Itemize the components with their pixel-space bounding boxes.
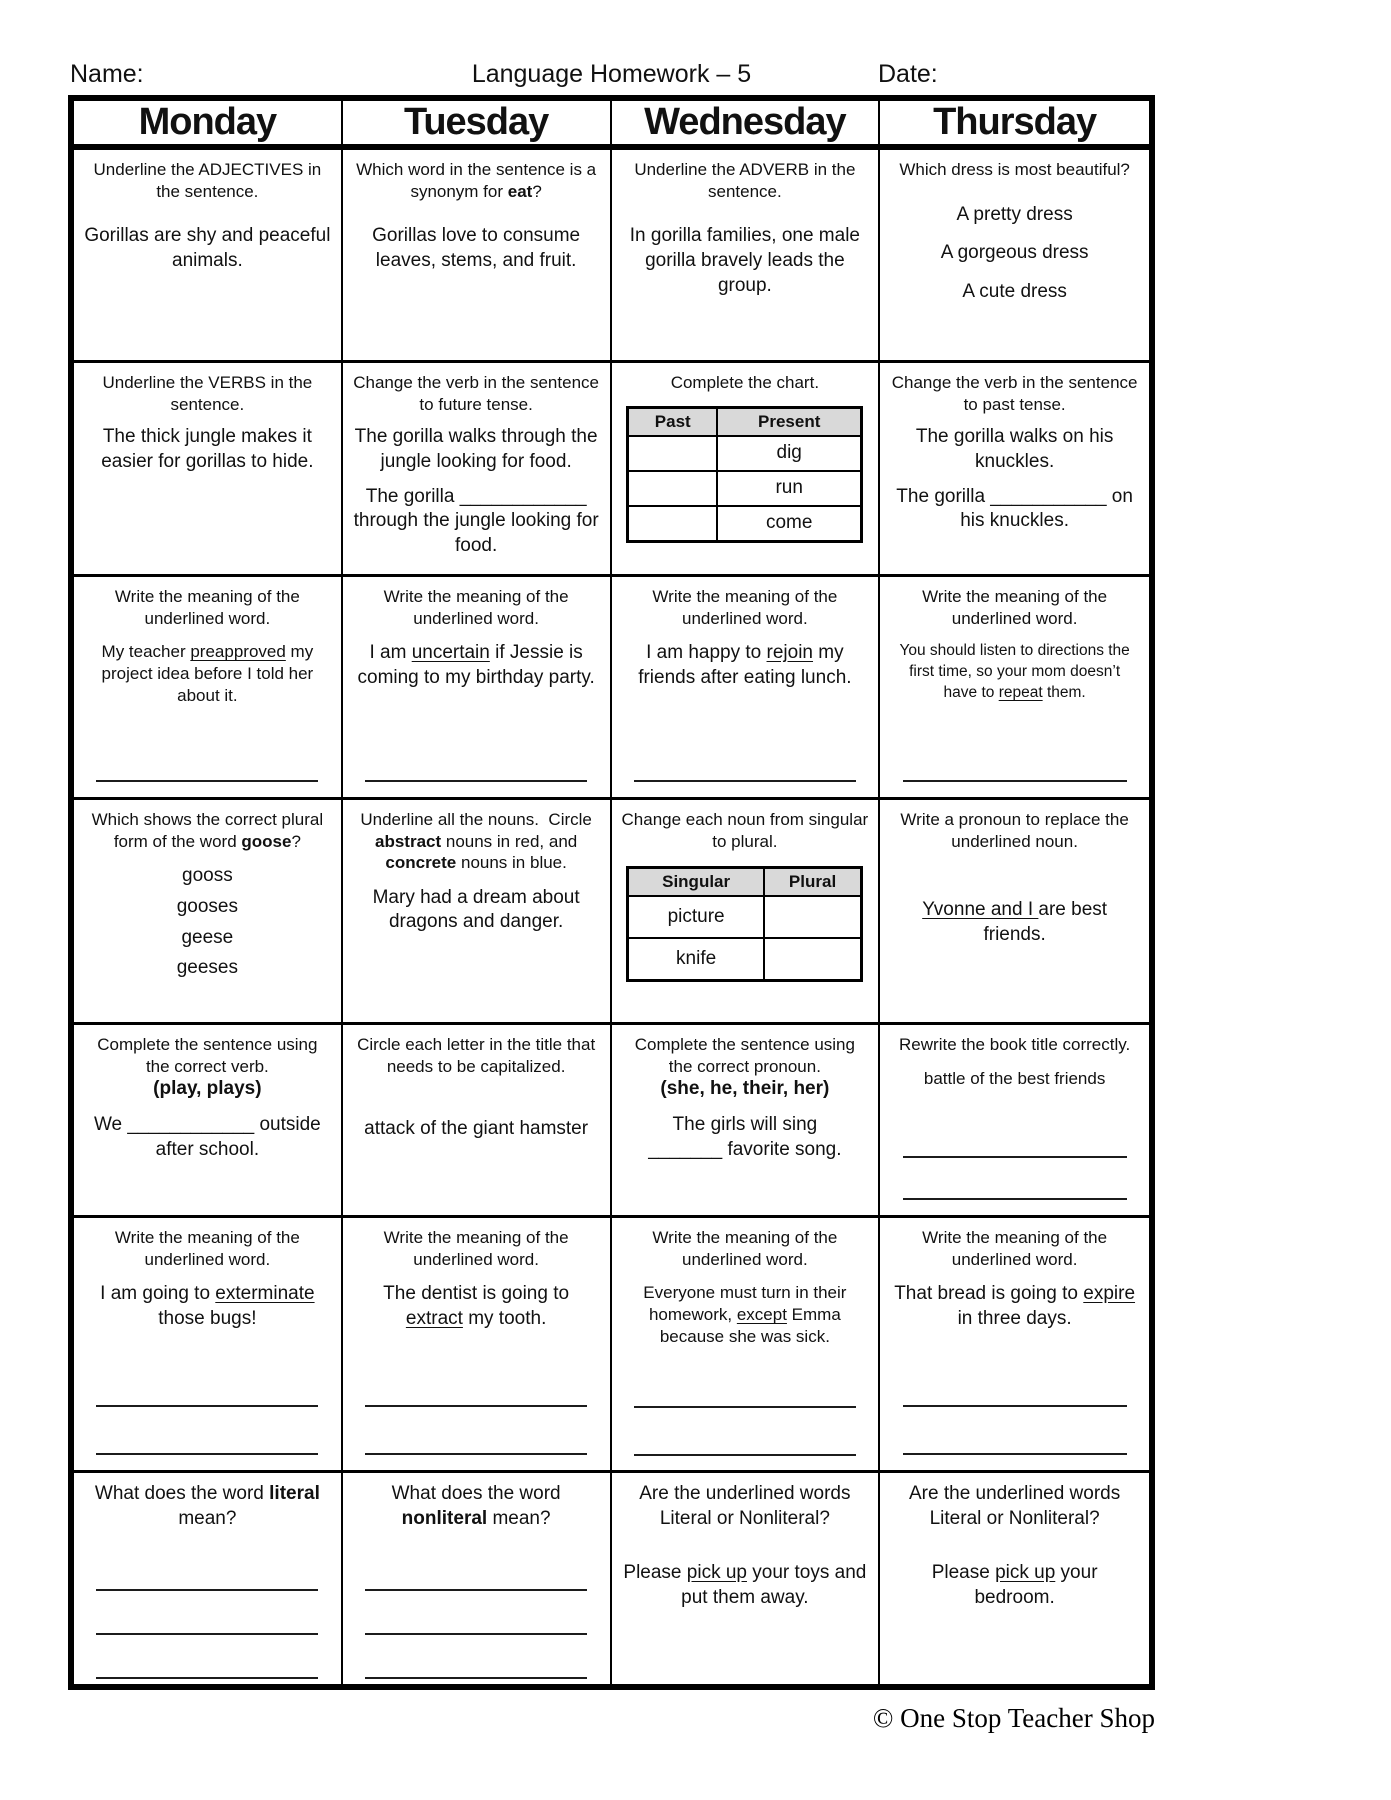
- text-run: Change each noun from singular to plural.: [621, 810, 869, 851]
- day-header-tuesday: Tuesday: [343, 101, 612, 150]
- text-run: Write the meaning of the underlined word.: [652, 587, 838, 628]
- text-run: except: [736, 1305, 787, 1325]
- text-run: Gorillas love to consume leaves, stems, and fruit.: [372, 225, 581, 271]
- text-run: battle of the best friends: [923, 1068, 1106, 1088]
- cell-content: [343, 363, 610, 574]
- answer-option: A gorgeous dress: [940, 242, 1089, 264]
- task-text: [890, 485, 1139, 534]
- cell-thursday-row1: [880, 150, 1149, 363]
- text-run: exterminate: [215, 1283, 315, 1305]
- answer-line: [903, 752, 1127, 782]
- text-run: Write the meaning of the underlined word.: [383, 1228, 569, 1269]
- cell-content: [612, 800, 879, 1022]
- cell-monday-row4: [74, 800, 343, 1025]
- mini-table-cell: knife: [628, 938, 764, 981]
- text-run: are best friends.: [983, 899, 1108, 945]
- answer-line: [634, 1360, 856, 1408]
- cell-monday-row7: [74, 1473, 343, 1684]
- cell-content: [880, 577, 1149, 797]
- answer-lines: [84, 752, 331, 782]
- task-text: [890, 1482, 1139, 1531]
- text-run: your bedroom.: [974, 1562, 1098, 1609]
- cell-content: [880, 150, 1149, 360]
- text-run: ?: [532, 181, 542, 201]
- cell-monday-row5: [74, 1025, 343, 1218]
- task-prompt: [84, 159, 331, 202]
- text-run: nonliteral: [401, 1507, 488, 1529]
- task-text: [622, 1113, 869, 1162]
- answer-option: A pretty dress: [956, 203, 1073, 225]
- text-run: concrete: [385, 853, 457, 873]
- task-prompt: [890, 1034, 1139, 1056]
- cell-wednesday-row7: [612, 1473, 881, 1684]
- text-run: ?: [291, 831, 301, 851]
- cell-wednesday-row2: [612, 363, 881, 577]
- mini-table-cell: [628, 506, 717, 542]
- cell-content: [343, 1025, 610, 1215]
- answer-options: [84, 864, 331, 980]
- task-prompt: [353, 1034, 600, 1077]
- text-run: mean?: [178, 1507, 237, 1529]
- cell-content: [343, 800, 610, 1022]
- cell-content: [74, 1473, 341, 1684]
- text-run: The thick jungle makes it easier for gorillas to hide.: [101, 426, 314, 472]
- text-run: Which dress is most beautiful?: [899, 160, 1130, 179]
- task-text: [353, 886, 600, 935]
- answer-lines: [84, 1547, 331, 1679]
- cell-thursday-row2: [880, 363, 1149, 577]
- answer-option: A cute dress: [962, 281, 1067, 303]
- text-run: nouns in red, and: [441, 831, 578, 851]
- cell-tuesday-row6: [343, 1218, 612, 1473]
- cell-content: [880, 1025, 1149, 1215]
- task-text: [353, 425, 600, 474]
- text-run: mean?: [487, 1507, 551, 1529]
- day-header-wednesday: Wednesday: [612, 101, 881, 150]
- text-run: uncertain: [411, 642, 490, 664]
- homework-table: [68, 95, 1155, 1690]
- cell-wednesday-row4: [612, 800, 881, 1025]
- answer-line: [96, 752, 318, 782]
- text-run: _______ favorite song.: [648, 1138, 842, 1160]
- day-header-thursday: Thursday: [880, 101, 1149, 150]
- task-prompt: [353, 372, 600, 415]
- text-run: my tooth.: [462, 1307, 547, 1329]
- cell-content: [74, 577, 341, 797]
- cell-content: [74, 1218, 341, 1470]
- answer-line: [365, 1407, 587, 1455]
- answer-lines: [353, 1359, 600, 1455]
- text-run: Write the meaning of the underlined word.: [922, 587, 1108, 628]
- cell-wednesday-row1: [612, 150, 881, 363]
- text-run: Write the meaning of the underlined word.: [114, 1228, 300, 1269]
- text-run: Please: [623, 1562, 687, 1584]
- mini-table: [622, 406, 869, 543]
- cell-content: [612, 150, 879, 360]
- answer-lines: [890, 1359, 1139, 1455]
- cell-monday-row2: [74, 363, 343, 577]
- cell-thursday-row4: [880, 800, 1149, 1025]
- cell-thursday-row3: [880, 577, 1149, 800]
- task-prompt: [622, 1034, 869, 1101]
- task-text: [353, 1282, 600, 1331]
- answer-line: [903, 1116, 1127, 1158]
- task-text: [84, 224, 331, 273]
- answer-option: gooses: [176, 895, 239, 917]
- task-prompt: [353, 586, 600, 629]
- cell-tuesday-row5: [343, 1025, 612, 1218]
- cell-wednesday-row5: [612, 1025, 881, 1218]
- answer-line: [903, 1359, 1127, 1407]
- answer-lines: [622, 752, 869, 782]
- task-prompt: [84, 586, 331, 629]
- task-prompt: [622, 586, 869, 629]
- text-run: In gorilla families, one male gorilla bravely leads the group.: [629, 225, 860, 296]
- mini-table-header: Past: [628, 407, 717, 436]
- task-prompt: [353, 1227, 600, 1270]
- text-run: in three days.: [957, 1307, 1072, 1329]
- mini-table-header: Present: [717, 407, 862, 436]
- answer-lines: [84, 1359, 331, 1455]
- text-run: pick up: [686, 1562, 747, 1584]
- text-run: attack of the giant hamster: [364, 1118, 589, 1140]
- text-run: Change the verb in the sentence to past tense.: [891, 373, 1138, 414]
- text-run: Circle each letter in the title that needs to be capitalized.: [357, 1035, 596, 1076]
- text-run: I am happy to: [646, 642, 767, 664]
- text-run: Are the underlined words Literal or Nonliteral?: [909, 1483, 1121, 1529]
- mini-table-cell: [764, 896, 862, 938]
- task-prompt: [84, 809, 331, 852]
- cell-tuesday-row1: [343, 150, 612, 363]
- answer-lines: [353, 752, 600, 782]
- answer-options: [890, 203, 1139, 304]
- text-run: Write the meaning of the underlined word.: [652, 1228, 838, 1269]
- task-prompt: [890, 586, 1139, 629]
- text-run: Rewrite the book title correctly.: [899, 1035, 1131, 1054]
- text-run: Write a pronoun to replace the underlined noun.: [900, 810, 1129, 851]
- task-prompt: [890, 372, 1139, 415]
- answer-option: gooss: [182, 865, 233, 887]
- task-prompt: [353, 159, 600, 202]
- text-run: nouns in blue.: [456, 853, 567, 873]
- mini-table-header: Singular: [628, 868, 764, 897]
- cell-content: [880, 800, 1149, 1022]
- cell-content: [612, 1218, 879, 1470]
- task-text: [84, 1482, 331, 1531]
- text-run: Which shows the correct plural form of the word: [91, 810, 324, 851]
- task-text: [622, 641, 869, 690]
- mini-table-cell: [764, 938, 862, 981]
- text-run: my friends after eating lunch.: [638, 642, 852, 688]
- cell-content: [880, 1473, 1149, 1684]
- task-prompt: [622, 372, 869, 394]
- text-run: Write the meaning of the underlined word.: [922, 1228, 1108, 1269]
- cell-thursday-row6: [880, 1218, 1149, 1473]
- text-run: The gorilla ___________ on his knuckles.: [896, 485, 1133, 532]
- text-run: if Jessie is coming to my birthday party.: [357, 642, 595, 688]
- task-text: [890, 1282, 1139, 1331]
- text-run: The dentist is going to: [383, 1283, 570, 1305]
- task-text: [353, 641, 600, 690]
- cell-tuesday-row4: [343, 800, 612, 1025]
- text-run: You should listen to directions the first time, so your mom doesn’t have to: [899, 642, 1130, 701]
- answer-line: [903, 1407, 1127, 1455]
- task-text: [84, 641, 331, 707]
- cell-wednesday-row3: [612, 577, 881, 800]
- text-run: My teacher: [101, 642, 191, 662]
- text-run: extract: [405, 1307, 463, 1329]
- date-label: Date:: [878, 60, 938, 88]
- name-label: Name:: [70, 60, 144, 88]
- task-prompt: [622, 159, 869, 202]
- task-text: [890, 898, 1139, 947]
- mini-table-cell: [628, 471, 717, 506]
- text-run: abstract: [375, 831, 442, 851]
- text-run: The gorilla walks through the jungle looking for food.: [354, 426, 598, 472]
- text-run: Write the meaning of the underlined word.: [114, 587, 300, 628]
- answer-lines: [353, 1547, 600, 1679]
- text-run: Emma because she was sick.: [659, 1305, 841, 1347]
- text-run: Which word in the sentence is a synonym for: [356, 160, 597, 201]
- cell-content: [612, 363, 879, 574]
- cell-content: [74, 150, 341, 360]
- answer-line: [365, 1635, 587, 1679]
- answer-line: [96, 1591, 318, 1635]
- text-run: Complete the sentence using the correct verb.: [97, 1035, 318, 1076]
- mini-table-cell: picture: [628, 896, 764, 938]
- answer-lines: [890, 752, 1139, 782]
- cell-thursday-row5: [880, 1025, 1149, 1218]
- text-run: (play, plays): [153, 1078, 262, 1100]
- text-run: The gorilla ____________ through the jungle looking for food.: [353, 485, 599, 556]
- task-prompt: [622, 809, 869, 852]
- cell-content: [343, 577, 610, 797]
- page-title: Language Homework – 5: [471, 60, 752, 88]
- cell-thursday-row7: [880, 1473, 1149, 1684]
- cell-tuesday-row7: [343, 1473, 612, 1684]
- answer-line: [365, 1591, 587, 1635]
- cell-content: [343, 150, 610, 360]
- cell-monday-row3: [74, 577, 343, 800]
- cell-wednesday-row6: [612, 1218, 881, 1473]
- task-text: [84, 1113, 331, 1162]
- task-prompt: [84, 1227, 331, 1270]
- text-run: literal: [269, 1483, 320, 1504]
- cell-content: [612, 577, 879, 797]
- task-prompt: [890, 1227, 1139, 1270]
- task-text: [353, 1117, 600, 1142]
- task-text: [84, 1282, 331, 1331]
- text-run: I am going to: [100, 1283, 216, 1305]
- task-text: [622, 224, 869, 298]
- mini-table-cell: come: [717, 506, 862, 542]
- text-run: your toys and put them away.: [681, 1562, 867, 1609]
- text-run: Write the meaning of the underlined word.: [383, 587, 569, 628]
- task-prompt: [890, 809, 1139, 852]
- text-run: Underline the ADJECTIVES in the sentence.: [93, 160, 322, 201]
- text-run: What does the word: [94, 1483, 270, 1504]
- answer-lines: [622, 1360, 869, 1456]
- task-text: [353, 224, 600, 273]
- cell-content: [880, 363, 1149, 574]
- mini-table-header: Plural: [764, 868, 862, 897]
- cell-monday-row1: [74, 150, 343, 363]
- task-text: [353, 485, 600, 559]
- text-run: The gorilla walks on his knuckles.: [915, 426, 1114, 472]
- footer-credit: © One Stop Teacher Shop: [872, 1703, 1155, 1733]
- answer-line: [634, 752, 856, 782]
- task-text: [890, 641, 1139, 704]
- mini-table: [622, 866, 869, 982]
- text-run: Gorillas are shy and peaceful animals.: [84, 225, 331, 271]
- mini-table-cell: run: [717, 471, 862, 506]
- text-run: Please: [931, 1562, 996, 1584]
- text-run: Change the verb in the sentence to future tense.: [353, 373, 599, 414]
- task-text: [890, 1561, 1139, 1610]
- mini-table-cell: dig: [717, 436, 862, 471]
- answer-line: [365, 752, 587, 782]
- answer-option: geese: [181, 926, 234, 948]
- text-run: goose: [241, 831, 292, 851]
- cell-content: [74, 363, 341, 574]
- task-prompt: [353, 809, 600, 874]
- task-text: [622, 1282, 869, 1348]
- cell-tuesday-row3: [343, 577, 612, 800]
- mini-table-cell: [628, 436, 717, 471]
- answer-line: [365, 1359, 587, 1407]
- text-run: eat: [507, 181, 533, 201]
- answer-line: [365, 1547, 587, 1591]
- task-text: [353, 1482, 600, 1531]
- cell-content: [880, 1218, 1149, 1470]
- task-text: [890, 1068, 1139, 1090]
- answer-lines: [890, 1116, 1139, 1200]
- text-run: What does the word: [391, 1483, 561, 1504]
- task-text: [84, 425, 331, 474]
- day-header-monday: Monday: [74, 101, 343, 150]
- text-run: Yvonne and I: [922, 899, 1039, 921]
- text-run: expire: [1083, 1283, 1136, 1305]
- text-run: Underline the VERBS in the sentence.: [102, 373, 313, 414]
- text-run: Complete the sentence using the correct pronoun.: [634, 1035, 855, 1076]
- task-text: [890, 425, 1139, 474]
- text-run: The girls will sing: [672, 1114, 818, 1136]
- text-run: I am: [369, 642, 412, 664]
- answer-line: [96, 1407, 318, 1455]
- task-prompt: [84, 372, 331, 415]
- text-run: That bread is going to: [894, 1283, 1084, 1305]
- cell-content: [612, 1473, 879, 1684]
- answer-line: [903, 1158, 1127, 1200]
- answer-line: [96, 1359, 318, 1407]
- text-run: those bugs!: [158, 1307, 257, 1329]
- task-prompt: [622, 1227, 869, 1270]
- text-run: Underline the ADVERB in the sentence.: [634, 160, 856, 201]
- text-run: them.: [1042, 684, 1086, 701]
- text-run: Everyone must turn in their homework,: [643, 1283, 847, 1325]
- text-run: preapproved: [190, 642, 286, 662]
- text-run: Underline all the nouns. Circle: [360, 810, 592, 829]
- cell-tuesday-row2: [343, 363, 612, 577]
- answer-line: [634, 1408, 856, 1456]
- text-run: pick up: [995, 1562, 1056, 1584]
- cell-monday-row6: [74, 1218, 343, 1473]
- text-run: rejoin: [766, 642, 814, 664]
- text-run: repeat: [998, 684, 1043, 701]
- task-prompt: [84, 1034, 331, 1101]
- text-run: Mary had a dream about dragons and danger.: [372, 886, 580, 933]
- cell-content: [74, 800, 341, 1022]
- text-run: my project idea before I told her about it.: [101, 642, 314, 706]
- text-run: Complete the chart.: [670, 373, 820, 392]
- text-run: Are the underlined words Literal or Nonliteral?: [639, 1483, 851, 1529]
- text-run: We ____________ outside after school.: [93, 1114, 321, 1160]
- task-text: [622, 1482, 869, 1531]
- task-text: [622, 1561, 869, 1610]
- cell-content: [74, 1025, 341, 1215]
- answer-line: [96, 1635, 318, 1679]
- text-run: (she, he, their, her): [660, 1078, 830, 1100]
- cell-content: [612, 1025, 879, 1215]
- answer-line: [96, 1547, 318, 1591]
- cell-content: [343, 1473, 610, 1684]
- cell-content: [343, 1218, 610, 1470]
- task-prompt: [890, 159, 1139, 181]
- answer-option: geeses: [176, 957, 239, 979]
